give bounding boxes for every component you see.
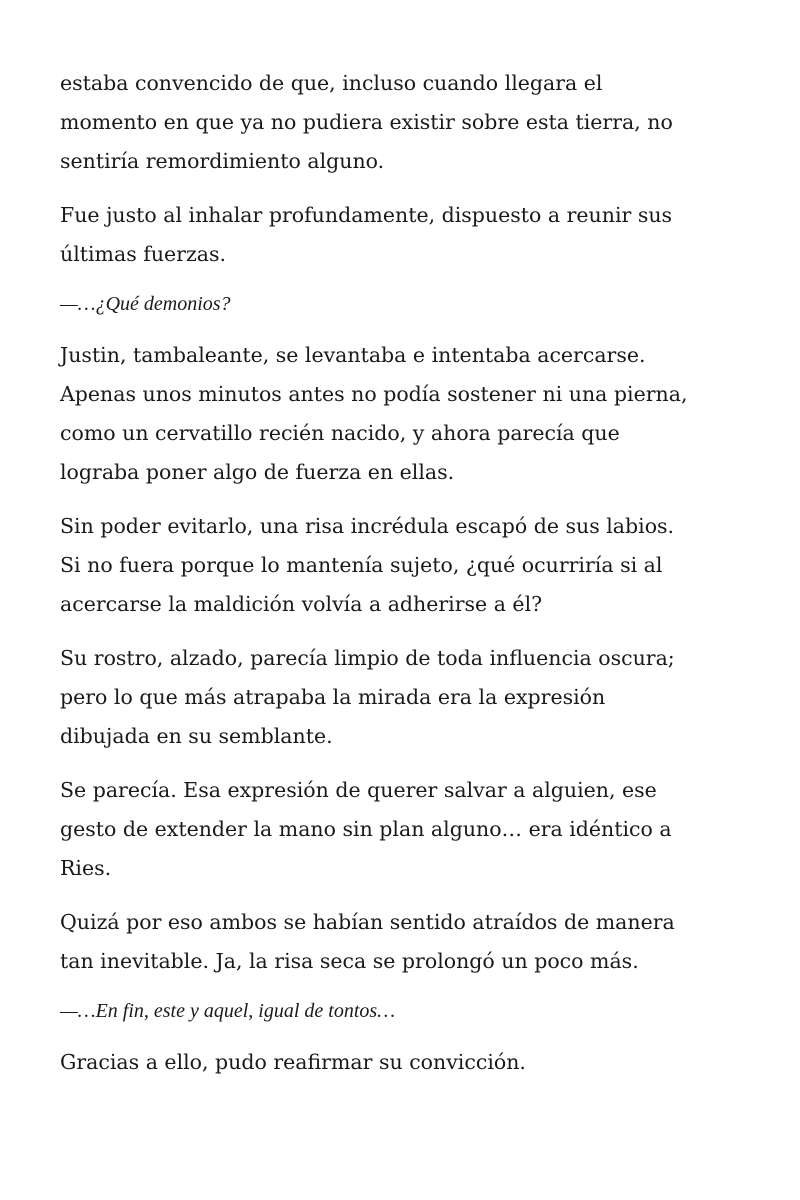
text-line: Justin, tambaleante, se levantaba e intentaba acercarse. (60, 343, 646, 367)
text-line: gesto de extender la mano sin plan alguno… era idéntico a (60, 817, 672, 841)
text-line: últimas fuerzas. (60, 242, 227, 266)
text-line: Su rostro, alzado, parecía limpio de toda influencia oscura; (60, 646, 675, 670)
text-line: momento en que ya no pudiera existir sobre esta tierra, no (60, 110, 673, 134)
text-line: Fue justo al inhalar profundamente, dispuesto a reunir sus (60, 203, 673, 227)
paragraph-5 (60, 639, 770, 756)
text-line: lograba poner algo de fuerza en ellas. (60, 460, 455, 484)
text-line: estaba convencido de que, incluso cuando llegara el (60, 71, 603, 95)
text-line: Apenas unos minutos antes no podía sostener ni una pierna, (60, 382, 688, 406)
text-line: acercarse la maldición volvía a adherirse a él? (60, 592, 543, 616)
paragraph-1 (60, 64, 770, 181)
text-line: como un cervatillo recién nacido, y ahora parecía que (60, 421, 620, 445)
book-page (60, 64, 770, 1097)
text-line: —…En fin, este y aquel, igual de tontos… (60, 1000, 395, 1022)
text-line: Ries. (60, 856, 112, 880)
text-line: dibujada en su semblante. (60, 724, 333, 748)
text-line: Quizá por eso ambos se habían sentido atraídos de manera (60, 910, 675, 934)
paragraph-2 (60, 196, 770, 274)
dialogue-line-2 (60, 996, 770, 1026)
text-line: Gracias a ello, pudo reafirmar su convicción. (60, 1050, 526, 1074)
text-line: tan inevitable. Ja, la risa seca se prolongó un poco más. (60, 949, 639, 973)
dialogue-line-1 (60, 289, 770, 319)
paragraph-6 (60, 771, 770, 888)
paragraph-7 (60, 903, 770, 981)
paragraph-4 (60, 507, 770, 624)
text-line: Si no fuera porque lo mantenía sujeto, ¿qué ocurriría si al (60, 553, 663, 577)
text-line: Se parecía. Esa expresión de querer salvar a alguien, ese (60, 778, 657, 802)
text-line: sentiría remordimiento alguno. (60, 149, 385, 173)
paragraph-3 (60, 336, 770, 492)
text-line: Sin poder evitarlo, una risa incrédula escapó de sus labios. (60, 514, 675, 538)
paragraph-8 (60, 1043, 770, 1082)
text-line: pero lo que más atrapaba la mirada era la expresión (60, 685, 606, 709)
text-line: —…¿Qué demonios? (60, 293, 231, 315)
